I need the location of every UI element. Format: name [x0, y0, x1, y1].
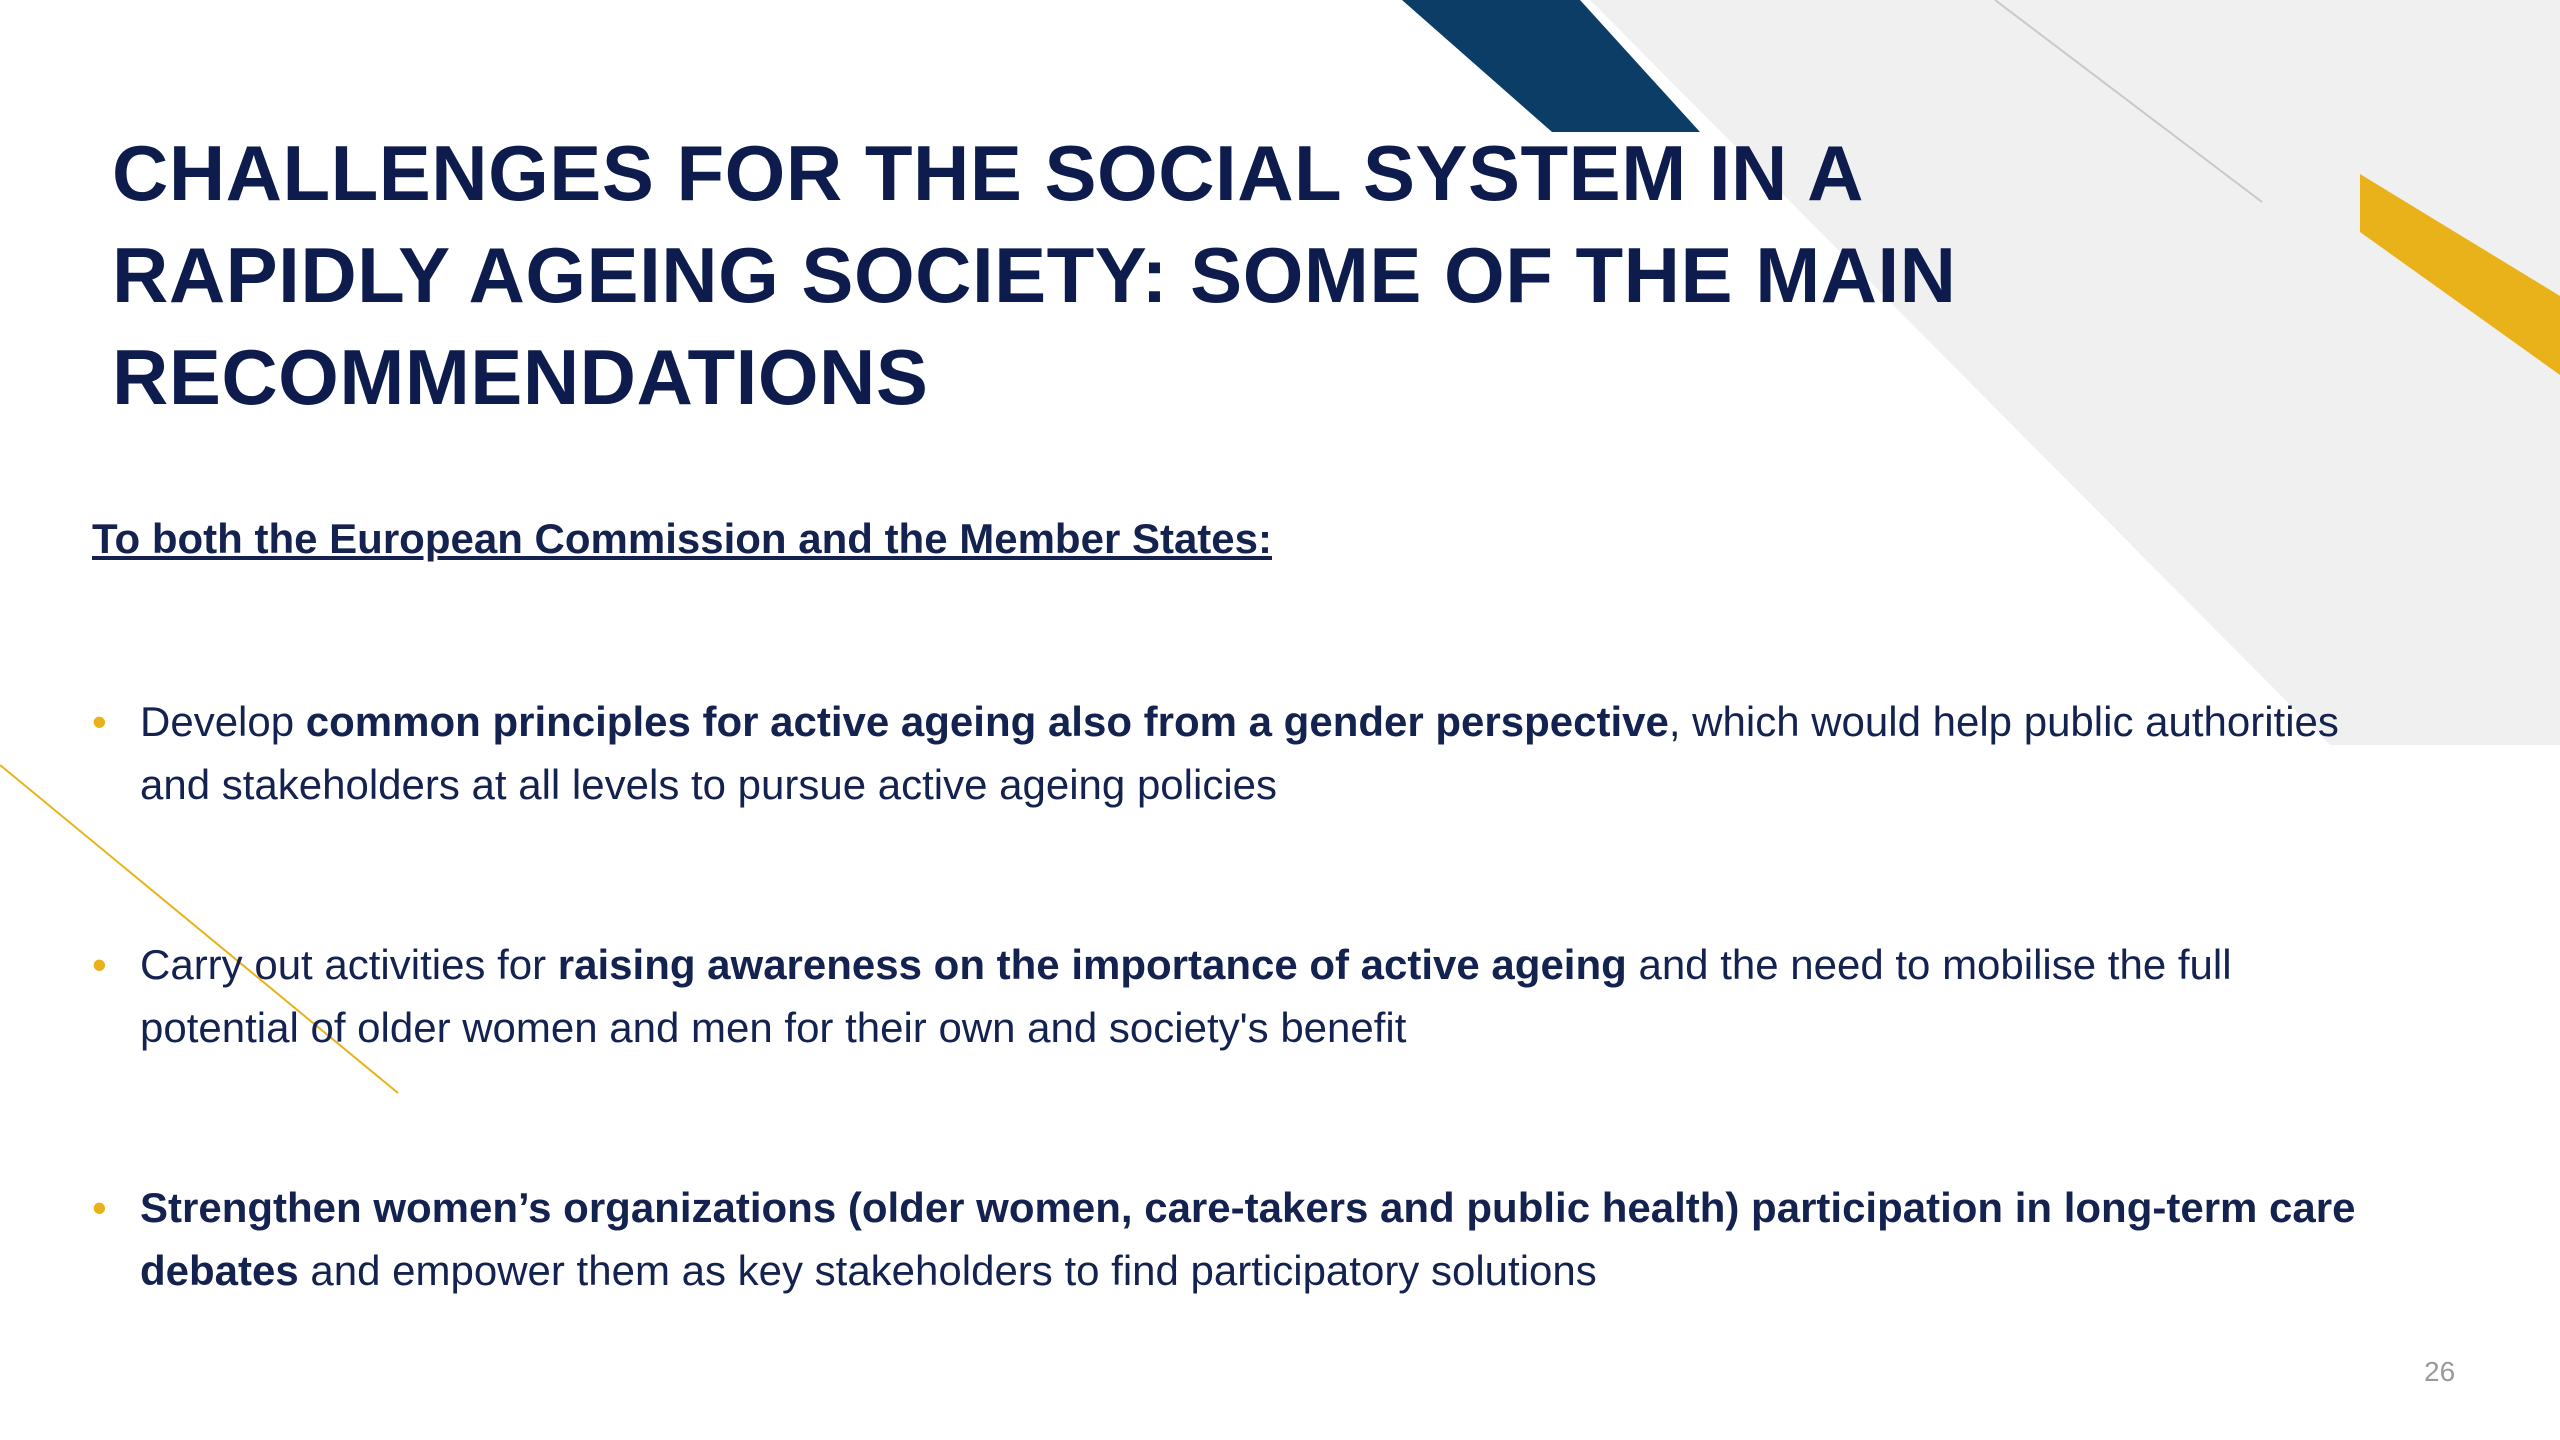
bullet-dot-icon: •	[92, 698, 107, 745]
bullet-text-plain: Carry out activities for	[140, 941, 558, 988]
slide-title: CHALLENGES FOR THE SOCIAL SYSTEM IN A RAPIDLY AGEING SOCIETY: SOME OF THE MAIN RECOMMENDATIONS	[112, 129, 1957, 421]
bullet-text-plain: and the need to mobilise the full potential of older women and men for their own and society's benefit	[140, 941, 2232, 1051]
bullet-text-bold: common principles for active ageing also from a gender perspective	[305, 698, 1669, 745]
list-item	[92, 933, 2392, 1059]
list-item	[92, 1176, 2392, 1302]
bullet-text-plain: , which would help public authorities and stakeholders at all levels to pursue active ageing policies	[140, 698, 2339, 808]
list-item	[92, 690, 2392, 816]
bullet-text-plain: Develop	[140, 698, 306, 745]
bullet-text-plain: and empower them as key stakeholders to find participatory solutions	[298, 1247, 1597, 1294]
bullet-text-bold: raising awareness on the importance of active ageing	[557, 941, 1627, 988]
page-number: 26	[2424, 1356, 2456, 1387]
bullet-text-bold: Strengthen women’s organizations (older women, care-takers and public health) participation in long-term care debates	[140, 1184, 2356, 1294]
recommendations-list	[92, 690, 2392, 1419]
audience-subheading: To both the European Commission and the Member States:	[92, 515, 1272, 562]
bullet-dot-icon: •	[92, 1184, 107, 1231]
bullet-dot-icon: •	[92, 941, 107, 988]
